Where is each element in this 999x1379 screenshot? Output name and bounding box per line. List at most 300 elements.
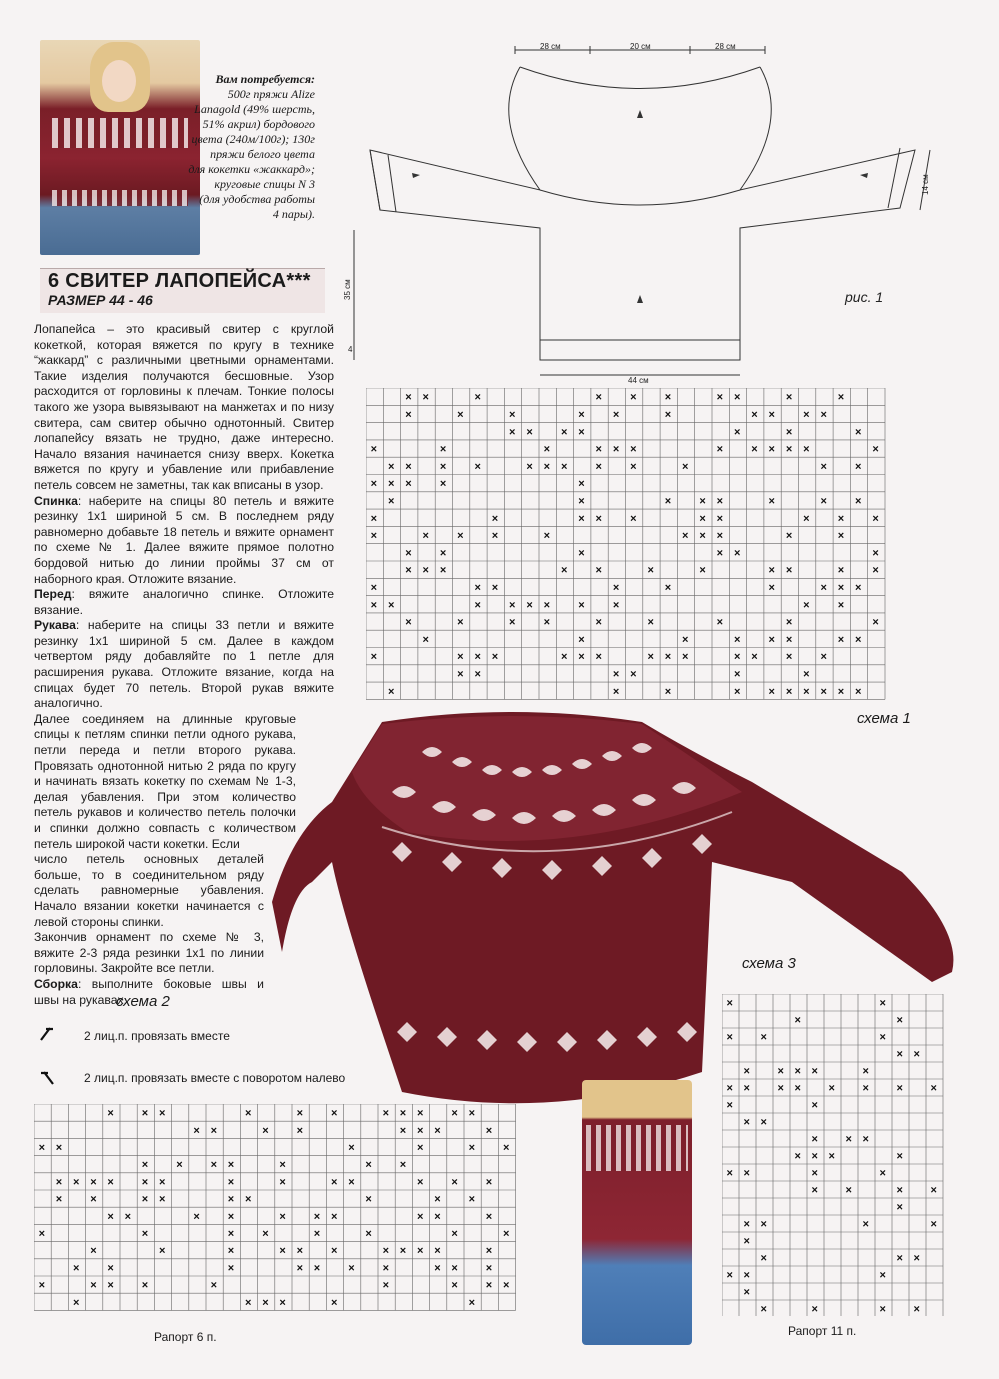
- stitch-mark: ×: [405, 460, 412, 473]
- sleeves-paragraph: [34, 618, 334, 712]
- stitch-mark: ×: [245, 1107, 252, 1120]
- back-paragraph: [34, 494, 334, 588]
- page-title: 6 СВИТЕР ЛАПОПЕЙСА***: [48, 270, 311, 292]
- stitch-mark: ×: [879, 1303, 886, 1316]
- stitch-mark: ×: [399, 1124, 407, 1137]
- stitch-mark: ×: [262, 1296, 269, 1309]
- stitch-mark: ×: [896, 1252, 903, 1265]
- stitch-mark: ×: [733, 651, 741, 664]
- stitch-mark: ×: [434, 1193, 441, 1206]
- stitch-mark: ×: [417, 1176, 424, 1189]
- stitch-mark: ×: [896, 1014, 903, 1027]
- stitch-mark: ×: [716, 547, 724, 560]
- stitch-mark: ×: [751, 408, 758, 421]
- dim-top-right: 28 см: [715, 42, 736, 51]
- stitch-mark: ×: [417, 1245, 424, 1258]
- stitch-mark: ×: [503, 1142, 510, 1154]
- stitch-mark: ×: [716, 391, 724, 404]
- stitch-mark: ×: [768, 443, 775, 456]
- materials-line: Lanagold (49% шерсть,: [194, 102, 315, 116]
- stitch-mark: ×: [526, 460, 533, 473]
- stitch-mark: ×: [699, 495, 706, 508]
- stitch-mark: ×: [141, 1193, 149, 1206]
- stitch-mark: ×: [434, 1210, 441, 1223]
- stitch-mark: ×: [439, 460, 447, 473]
- stitch-mark: ×: [279, 1159, 286, 1172]
- stitch-mark: ×: [227, 1193, 235, 1206]
- materials-heading: Вам потребуется:: [215, 72, 315, 86]
- materials-block: [165, 72, 315, 222]
- stitch-mark: ×: [785, 443, 793, 456]
- sleeves-label: Рукава: [34, 618, 76, 633]
- stitch-mark: ×: [227, 1176, 235, 1189]
- stitch-mark: ×: [716, 512, 724, 525]
- stitch-mark: ×: [485, 1262, 493, 1275]
- stitch-mark: ×: [682, 460, 689, 473]
- stitch-mark: ×: [803, 668, 810, 681]
- size-subtitle: РАЗМЕР 44 - 46: [48, 292, 153, 308]
- stitch-mark: ×: [38, 1279, 46, 1292]
- stitch-mark: ×: [526, 426, 533, 439]
- stitch-mark: ×: [862, 1133, 869, 1146]
- stitch-mark: ×: [664, 408, 672, 421]
- stitch-mark: ×: [743, 1286, 750, 1299]
- back-label: Спинка: [34, 493, 78, 508]
- stitch-mark: ×: [348, 1262, 355, 1275]
- stitch-mark: ×: [159, 1107, 166, 1120]
- assembly-label: Сборка: [34, 976, 78, 991]
- stitch-mark: ×: [699, 512, 706, 525]
- stitch-mark: ×: [794, 1014, 801, 1027]
- stitch-mark: ×: [862, 1065, 869, 1078]
- stitch-mark: ×: [760, 1303, 767, 1316]
- stitch-mark: ×: [578, 599, 585, 612]
- stitch-mark: ×: [560, 426, 568, 439]
- stitch-mark: ×: [55, 1176, 63, 1189]
- stitch-mark: ×: [896, 1048, 903, 1061]
- dim-sleeve: 14 см: [921, 174, 930, 195]
- k2tog-icon: [38, 1026, 56, 1042]
- stitch-mark: ×: [913, 1303, 920, 1316]
- stitch-mark: ×: [811, 1184, 818, 1197]
- stitch-mark: ×: [760, 1218, 767, 1231]
- stitch-mark: ×: [543, 599, 551, 612]
- stitch-mark: ×: [370, 599, 378, 612]
- stitch-mark: ×: [370, 581, 378, 594]
- stitch-mark: ×: [405, 478, 412, 491]
- stitch-mark: ×: [55, 1193, 63, 1206]
- stitch-mark: ×: [595, 391, 602, 404]
- stitch-mark: ×: [439, 478, 447, 491]
- stitch-mark: ×: [630, 391, 637, 404]
- chart1-caption: схема 1: [857, 710, 911, 727]
- stitch-mark: ×: [664, 685, 672, 698]
- stitch-mark: ×: [485, 1124, 493, 1137]
- stitch-mark: ×: [837, 530, 845, 543]
- stitch-mark: ×: [733, 668, 741, 681]
- stitch-mark: ×: [630, 460, 637, 473]
- materials-line: для кокетки «жаккард»;: [188, 162, 315, 176]
- stitch-mark: ×: [682, 530, 689, 543]
- stitch-mark: ×: [387, 495, 395, 508]
- stitch-mark: ×: [768, 564, 775, 577]
- stitch-mark: ×: [879, 1269, 886, 1282]
- legend-ssk-text: 2 лиц.п. провязать вместе с поворотом налево: [84, 1071, 346, 1085]
- stitch-mark: ×: [210, 1279, 218, 1292]
- stitch-mark: ×: [468, 1107, 476, 1120]
- stitch-mark: ×: [820, 460, 827, 473]
- dim-top-center: 20 см: [630, 42, 651, 51]
- stitch-mark: ×: [664, 651, 672, 664]
- stitch-mark: ×: [474, 668, 481, 681]
- stitch-mark: ×: [855, 633, 862, 646]
- stitch-mark: ×: [743, 1269, 750, 1282]
- stitch-mark: ×: [387, 599, 395, 612]
- stitch-mark: ×: [279, 1210, 286, 1223]
- stitch-mark: ×: [612, 408, 620, 421]
- stitch-mark: ×: [820, 685, 827, 698]
- stitch-mark: ×: [733, 547, 741, 560]
- dim-width: 44 см: [628, 376, 649, 385]
- stitch-mark: ×: [862, 1218, 869, 1231]
- stitch-mark: ×: [365, 1159, 372, 1172]
- diagram-caption: рис. 1: [845, 289, 884, 305]
- stitch-mark: ×: [509, 616, 516, 629]
- stitch-mark: ×: [124, 1210, 132, 1223]
- stitch-mark: ×: [313, 1228, 321, 1240]
- model-back-photo: [582, 1080, 692, 1345]
- stitch-mark: ×: [141, 1176, 149, 1189]
- stitch-mark: ×: [785, 564, 793, 577]
- stitch-mark: ×: [227, 1228, 235, 1240]
- stitch-mark: ×: [699, 564, 706, 577]
- stitch-mark: ×: [405, 408, 412, 421]
- stitch-mark: ×: [227, 1262, 235, 1275]
- stitch-mark: ×: [296, 1262, 304, 1275]
- stitch-mark: ×: [296, 1245, 304, 1258]
- stitch-mark: ×: [474, 581, 481, 594]
- stitch-mark: ×: [785, 426, 793, 439]
- chart2-grid: [34, 1104, 518, 1322]
- stitch-mark: ×: [387, 478, 395, 491]
- stitch-mark: ×: [930, 1184, 937, 1197]
- stitch-mark: ×: [726, 1167, 733, 1180]
- stitch-mark: ×: [451, 1279, 458, 1292]
- stitch-mark: ×: [468, 1193, 476, 1206]
- stitch-mark: ×: [382, 1245, 390, 1258]
- sweater-schematic: [340, 40, 960, 385]
- stitch-mark: ×: [90, 1245, 97, 1258]
- stitch-mark: ×: [73, 1296, 80, 1309]
- stitch-mark: ×: [457, 616, 464, 629]
- stitch-mark: ×: [365, 1193, 372, 1206]
- stitch-mark: ×: [405, 391, 412, 404]
- stitch-mark: ×: [313, 1210, 321, 1223]
- stitch-mark: ×: [560, 651, 568, 664]
- stitch-mark: ×: [595, 616, 602, 629]
- stitch-mark: ×: [837, 599, 845, 612]
- stitch-mark: ×: [777, 1065, 784, 1078]
- stitch-mark: ×: [716, 443, 724, 456]
- stitch-mark: ×: [726, 997, 733, 1010]
- stitch-mark: ×: [647, 616, 654, 629]
- stitch-mark: ×: [509, 599, 516, 612]
- stitch-mark: ×: [434, 1124, 441, 1137]
- materials-line: 4 пары).: [272, 207, 315, 221]
- stitch-mark: ×: [370, 443, 378, 456]
- stitch-mark: ×: [855, 495, 862, 508]
- stitch-mark: ×: [785, 651, 793, 664]
- stitch-mark: ×: [664, 495, 672, 508]
- stitch-mark: ×: [90, 1193, 97, 1206]
- stitch-mark: ×: [913, 1048, 920, 1061]
- stitch-mark: ×: [509, 408, 516, 421]
- stitch-mark: ×: [227, 1210, 235, 1223]
- stitch-mark: ×: [503, 1279, 510, 1292]
- stitch-mark: ×: [422, 530, 429, 543]
- stitch-mark: ×: [370, 651, 378, 664]
- stitch-mark: ×: [90, 1279, 97, 1292]
- stitch-mark: ×: [768, 685, 775, 698]
- stitch-mark: ×: [743, 1116, 750, 1129]
- stitch-mark: ×: [872, 443, 879, 456]
- stitch-mark: ×: [862, 1082, 869, 1095]
- stitch-mark: ×: [457, 530, 464, 543]
- front-label: Перед: [34, 587, 72, 602]
- stitch-mark: ×: [872, 564, 879, 577]
- stitch-mark: ×: [399, 1159, 407, 1172]
- stitch-mark: ×: [38, 1142, 46, 1154]
- stitch-mark: ×: [38, 1228, 46, 1240]
- stitch-mark: ×: [785, 616, 793, 629]
- stitch-mark: ×: [468, 1296, 476, 1309]
- stitch-mark: ×: [664, 391, 672, 404]
- stitch-mark: ×: [820, 495, 827, 508]
- model-face: [102, 60, 136, 102]
- stitch-mark: ×: [503, 1228, 510, 1240]
- stitch-mark: ×: [716, 616, 724, 629]
- stitch-mark: ×: [560, 564, 568, 577]
- stitch-mark: ×: [768, 581, 775, 594]
- stitch-mark: ×: [811, 1150, 818, 1163]
- stitch-mark: ×: [726, 1031, 733, 1044]
- stitch-mark: ×: [837, 685, 845, 698]
- ssk-icon: [38, 1070, 56, 1086]
- stitch-mark: ×: [716, 495, 724, 508]
- stitch-mark: ×: [733, 391, 741, 404]
- stitch-mark: ×: [382, 1262, 390, 1275]
- stitch-mark: ×: [837, 564, 845, 577]
- stitch-mark: ×: [855, 685, 862, 698]
- stitch-mark: ×: [141, 1279, 149, 1292]
- stitch-mark: ×: [837, 633, 845, 646]
- stitch-mark: ×: [417, 1124, 424, 1137]
- sweater-yoke-pattern: [586, 1125, 688, 1171]
- stitch-mark: ×: [785, 685, 793, 698]
- stitch-mark: ×: [733, 685, 741, 698]
- stitch-mark: ×: [417, 1142, 424, 1154]
- stitch-mark: ×: [785, 633, 793, 646]
- stitch-mark: ×: [630, 668, 637, 681]
- stitch-mark: ×: [262, 1124, 269, 1137]
- stitch-mark: ×: [743, 1065, 750, 1078]
- stitch-mark: ×: [451, 1176, 458, 1189]
- materials-line: круговые спицы N 3: [214, 177, 315, 191]
- materials-line: (для удобства работы: [199, 192, 315, 206]
- stitch-mark: ×: [612, 668, 620, 681]
- stitch-mark: ×: [439, 564, 447, 577]
- stitch-mark: ×: [828, 1082, 835, 1095]
- yoke-paragraph: Далее соединяем на длинные круговые спицы к петлям спинки петли одного рукава, петли переда и петли второго рукава. Провязать однотонной нитью 2 ряда по кругу и начинать вязать кокетку по схемам № 1-3, делая убавления. При этом количество петель рукавов и количество петель полочки и спинки должно совпасть с количеством петель широкой части кокетки. Если: [34, 711, 296, 851]
- stitch-mark: ×: [434, 1262, 441, 1275]
- stitch-mark: ×: [457, 668, 464, 681]
- stitch-mark: ×: [811, 1133, 818, 1146]
- stitch-mark: ×: [811, 1167, 818, 1180]
- stitch-mark: ×: [474, 599, 481, 612]
- dim-side: 35 см: [343, 279, 352, 300]
- stitch-mark: ×: [107, 1262, 114, 1275]
- stitch-mark: ×: [726, 1099, 733, 1112]
- stitch-mark: ×: [405, 547, 412, 560]
- stitch-mark: ×: [560, 460, 568, 473]
- stitch-mark: ×: [73, 1176, 80, 1189]
- stitch-mark: ×: [751, 443, 758, 456]
- stitch-mark: ×: [457, 408, 464, 421]
- stitch-mark: ×: [768, 633, 775, 646]
- stitch-mark: ×: [422, 564, 429, 577]
- stitch-mark: ×: [543, 530, 551, 543]
- stitch-mark: ×: [811, 1099, 818, 1112]
- stitch-mark: ×: [331, 1245, 338, 1258]
- stitch-mark: ×: [331, 1296, 338, 1309]
- stitch-mark: ×: [543, 443, 551, 456]
- stitch-mark: ×: [210, 1124, 218, 1137]
- stitch-mark: ×: [491, 581, 499, 594]
- stitch-mark: ×: [331, 1107, 338, 1120]
- stitch-mark: ×: [716, 530, 724, 543]
- stitch-mark: ×: [159, 1176, 166, 1189]
- stitch-mark: ×: [176, 1159, 183, 1172]
- stitch-mark: ×: [578, 495, 585, 508]
- stitch-mark: ×: [348, 1176, 355, 1189]
- stitch-mark: ×: [612, 581, 620, 594]
- stitch-mark: ×: [227, 1245, 235, 1258]
- stitch-mark: ×: [578, 408, 585, 421]
- stitch-mark: ×: [595, 564, 602, 577]
- stitch-mark: ×: [474, 391, 481, 404]
- stitch-mark: ×: [612, 443, 620, 456]
- stitch-mark: ×: [682, 651, 689, 664]
- stitch-mark: ×: [451, 1262, 458, 1275]
- stitch-mark: ×: [439, 443, 447, 456]
- stitch-mark: ×: [837, 581, 845, 594]
- stitch-mark: ×: [331, 1176, 338, 1189]
- stitch-mark: ×: [543, 460, 551, 473]
- front-paragraph: [34, 587, 334, 618]
- stitch-mark: ×: [785, 530, 793, 543]
- sleeves-text: : наберите на спицы 33 петли и вяжите резинку 1х1 шириной 5 см. Далее в каждом четвертом ряду добавляйте по 1 петле для расширения рукава. Отложите вязание, когда на спицах будет 70 петель. Второй рукав вяжите аналогично.: [34, 618, 334, 711]
- stitch-mark: ×: [365, 1228, 372, 1240]
- stitch-mark: ×: [647, 651, 654, 664]
- materials-line: пряжи белого цвета: [210, 147, 315, 161]
- stitch-mark: ×: [451, 1107, 458, 1120]
- stitch-mark: ×: [879, 1031, 886, 1044]
- stitch-mark: ×: [491, 651, 499, 664]
- stitch-mark: ×: [73, 1262, 80, 1275]
- stitch-mark: ×: [896, 1150, 903, 1163]
- stitch-mark: ×: [331, 1210, 338, 1223]
- stitch-mark: ×: [803, 512, 810, 525]
- yoke-paragraph-cont: число петель основных деталей больше, то в соединительном ряду сделать равномерные убавления. Начало вязании кокетки начинается с левой стороны спинки.: [34, 852, 264, 929]
- front-text: : вяжите аналогично спинке. Отложите вязание.: [34, 587, 334, 617]
- stitch-mark: ×: [422, 391, 429, 404]
- stitch-mark: ×: [262, 1228, 269, 1240]
- stitch-mark: ×: [803, 599, 810, 612]
- intro-paragraph: Лопапейса – это красивый свитер с круглой кокеткой, которая вяжется по кругу в технике “жаккард” с различными цветными орнаментами. Такие изделия получаются бесшовные. Узор расходится от горловины к плечам. Тонкие полосы такого же узора вывязывают на манжетах и по низу свитера, сам свитер обычно однотонный. Свитер лопапейсу вязать не трудно, даже интересно. Начало вязания начинается снизу вверх. Кокетка вяжется по кругу и убавление или прибавление петель совсем не заметны, так как вписаны в узор.: [34, 322, 334, 492]
- stitch-mark: ×: [485, 1245, 493, 1258]
- stitch-mark: ×: [855, 581, 862, 594]
- stitch-mark: ×: [682, 633, 689, 646]
- dim-top-left: 28 см: [540, 42, 561, 51]
- stitch-mark: ×: [855, 460, 862, 473]
- stitch-mark: ×: [370, 530, 378, 543]
- stitch-mark: ×: [630, 443, 637, 456]
- stitch-mark: ×: [855, 426, 862, 439]
- stitch-mark: ×: [439, 547, 447, 560]
- stitch-mark: ×: [227, 1159, 235, 1172]
- stitch-mark: ×: [896, 1082, 903, 1095]
- chart2-repeat: Рапорт 6 п.: [154, 1330, 217, 1344]
- stitch-mark: ×: [743, 1082, 750, 1095]
- stitch-mark: ×: [930, 1218, 937, 1231]
- stitch-mark: ×: [485, 1176, 493, 1189]
- chart2-caption: схема 2: [116, 993, 170, 1010]
- stitch-mark: ×: [474, 651, 481, 664]
- stitch-mark: ×: [777, 1082, 784, 1095]
- stitch-mark: ×: [387, 460, 395, 473]
- chart3-grid: [722, 994, 946, 1316]
- stitch-mark: ×: [803, 408, 810, 421]
- stitch-mark: ×: [382, 1107, 390, 1120]
- stitch-mark: ×: [578, 426, 585, 439]
- stitch-mark: ×: [457, 651, 464, 664]
- stitch-mark: ×: [837, 512, 845, 525]
- stitch-mark: ×: [820, 581, 827, 594]
- stitch-mark: ×: [820, 408, 827, 421]
- stitch-mark: ×: [90, 1176, 97, 1189]
- stitch-mark: ×: [509, 426, 516, 439]
- chart3-repeat: Рапорт 11 п.: [788, 1324, 857, 1338]
- stitch-mark: ×: [107, 1176, 114, 1189]
- stitch-mark: ×: [417, 1210, 424, 1223]
- stitch-mark: ×: [141, 1159, 149, 1172]
- stitch-mark: ×: [417, 1107, 424, 1120]
- stitch-mark: ×: [699, 530, 706, 543]
- legend-k2tog-text: 2 лиц.п. провязать вместе: [84, 1029, 230, 1043]
- stitch-mark: ×: [794, 1150, 801, 1163]
- stitch-mark: ×: [245, 1193, 252, 1206]
- stitch-mark: ×: [828, 1150, 835, 1163]
- stitch-mark: ×: [313, 1262, 321, 1275]
- stitch-mark: ×: [107, 1210, 114, 1223]
- stitch-mark: ×: [612, 599, 620, 612]
- stitch-mark: ×: [578, 651, 585, 664]
- stitch-mark: ×: [811, 1303, 818, 1316]
- materials-line: 51% акрил) бордового: [202, 117, 315, 131]
- stitch-mark: ×: [760, 1252, 767, 1265]
- stitch-mark: ×: [733, 426, 741, 439]
- stitch-mark: ×: [768, 408, 775, 421]
